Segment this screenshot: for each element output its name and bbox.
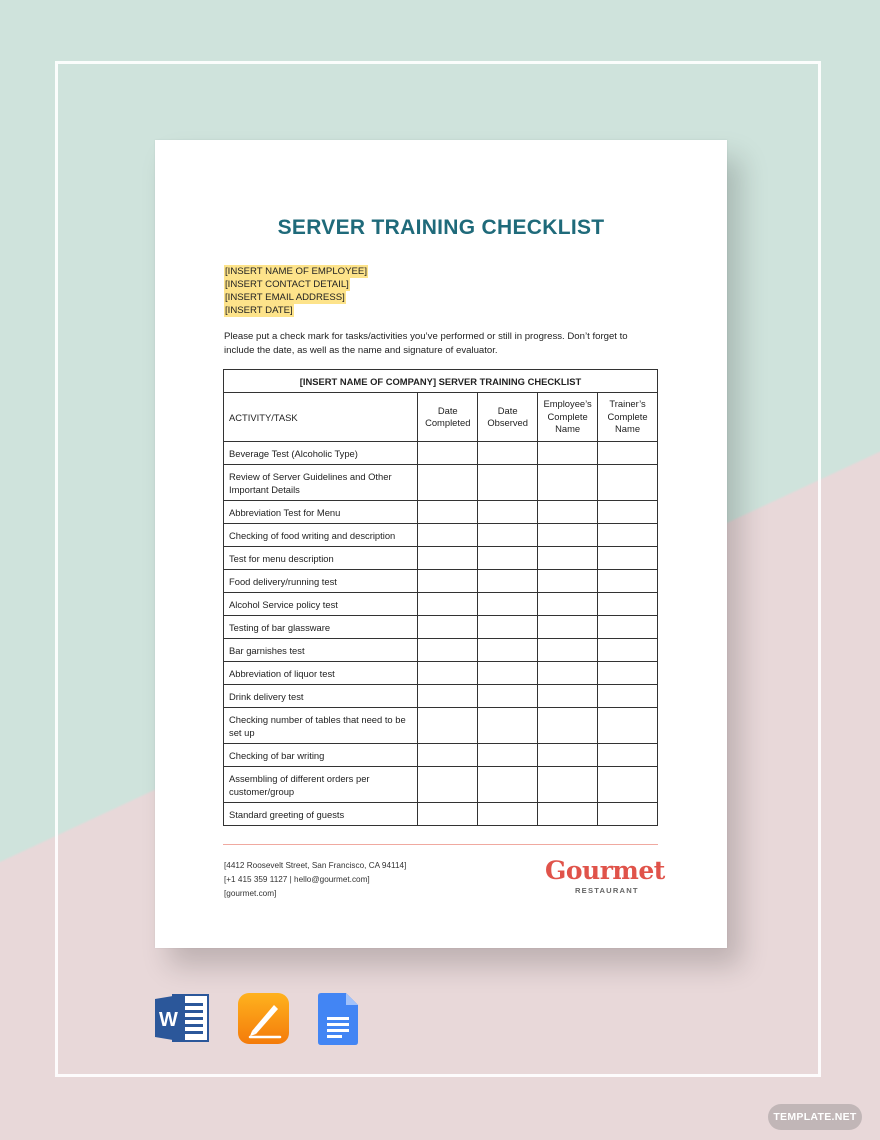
template-net-watermark[interactable]: TEMPLATE.NET bbox=[768, 1104, 862, 1130]
table-row bbox=[224, 616, 658, 639]
footer-website: [gourmet.com] bbox=[224, 889, 277, 898]
table-row bbox=[224, 547, 658, 570]
table-row bbox=[224, 744, 658, 767]
employee-name-cell[interactable] bbox=[538, 593, 598, 616]
trainer-name-cell[interactable] bbox=[598, 708, 658, 744]
employee-name-cell[interactable] bbox=[538, 685, 598, 708]
document-page bbox=[155, 140, 727, 948]
date-observed-cell[interactable] bbox=[478, 465, 538, 501]
trainer-name-cell[interactable] bbox=[598, 685, 658, 708]
employee-name-cell[interactable] bbox=[538, 639, 598, 662]
trainer-name-header: Trainer’s Complete Name bbox=[598, 393, 658, 442]
task-label: Standard greeting of guests bbox=[224, 803, 418, 826]
date-observed-cell[interactable] bbox=[478, 708, 538, 744]
task-label: Checking number of tables that need to be set up bbox=[224, 708, 418, 744]
date-observed-cell[interactable] bbox=[478, 639, 538, 662]
task-label: Review of Server Guidelines and Other Important Details bbox=[224, 465, 418, 501]
trainer-name-cell[interactable] bbox=[598, 616, 658, 639]
date-observed-cell[interactable] bbox=[478, 501, 538, 524]
date-completed-cell[interactable] bbox=[418, 465, 478, 501]
trainer-name-cell[interactable] bbox=[598, 442, 658, 465]
contact-detail-placeholder: [INSERT CONTACT DETAIL] bbox=[225, 279, 349, 290]
date-completed-cell[interactable] bbox=[418, 662, 478, 685]
employee-name-cell[interactable] bbox=[538, 524, 598, 547]
trainer-name-cell[interactable] bbox=[598, 524, 658, 547]
logo-tagline: RESTAURANT bbox=[575, 886, 639, 895]
logo-name: Gourmet bbox=[545, 856, 665, 885]
employee-name-cell[interactable] bbox=[538, 501, 598, 524]
footer-divider bbox=[223, 844, 658, 845]
table-row bbox=[224, 639, 658, 662]
employee-name-cell[interactable] bbox=[538, 465, 598, 501]
employee-name-cell[interactable] bbox=[538, 616, 598, 639]
task-label: Alcohol Service policy test bbox=[224, 593, 418, 616]
date-observed-cell[interactable] bbox=[478, 803, 538, 826]
date-completed-cell[interactable] bbox=[418, 570, 478, 593]
task-label: Bar garnishes test bbox=[224, 639, 418, 662]
date-completed-cell[interactable] bbox=[418, 639, 478, 662]
date-completed-header: Date Completed bbox=[418, 393, 478, 442]
task-label: Checking of bar writing bbox=[224, 744, 418, 767]
date-observed-cell[interactable] bbox=[478, 616, 538, 639]
task-label: Assembling of different orders per customer/group bbox=[224, 767, 418, 803]
google-docs-icon[interactable] bbox=[318, 993, 358, 1050]
task-label: Test for menu description bbox=[224, 547, 418, 570]
email-address-placeholder: [INSERT EMAIL ADDRESS] bbox=[225, 292, 345, 303]
trainer-name-cell[interactable] bbox=[598, 662, 658, 685]
employee-name-cell[interactable] bbox=[538, 662, 598, 685]
trainer-name-cell[interactable] bbox=[598, 547, 658, 570]
date-observed-cell[interactable] bbox=[478, 685, 538, 708]
date-completed-cell[interactable] bbox=[418, 616, 478, 639]
instructions-text bbox=[224, 330, 644, 358]
date-observed-cell[interactable] bbox=[478, 744, 538, 767]
date-completed-cell[interactable] bbox=[418, 803, 478, 826]
task-label: Abbreviation of liquor test bbox=[224, 662, 418, 685]
date-observed-cell[interactable] bbox=[478, 767, 538, 803]
trainer-name-cell[interactable] bbox=[598, 465, 658, 501]
date-completed-cell[interactable] bbox=[418, 767, 478, 803]
employee-name-cell[interactable] bbox=[538, 803, 598, 826]
table-row bbox=[224, 685, 658, 708]
date-observed-cell[interactable] bbox=[478, 442, 538, 465]
task-label: Drink delivery test bbox=[224, 685, 418, 708]
task-label: Abbreviation Test for Menu bbox=[224, 501, 418, 524]
date-completed-cell[interactable] bbox=[418, 547, 478, 570]
word-icon-letter: W bbox=[159, 1009, 178, 1031]
document-title: SERVER TRAINING CHECKLIST bbox=[277, 216, 605, 239]
instructions-line-2: include the date, as well as the name and signature of evaluator. bbox=[224, 345, 498, 356]
date-observed-cell[interactable] bbox=[478, 524, 538, 547]
task-label: Checking of food writing and description bbox=[224, 524, 418, 547]
date-placeholder: [INSERT DATE] bbox=[225, 305, 293, 316]
trainer-name-cell[interactable] bbox=[598, 744, 658, 767]
table-row bbox=[224, 803, 658, 826]
employee-name-cell[interactable] bbox=[538, 744, 598, 767]
footer-address-block bbox=[224, 859, 406, 901]
footer-contact: [+1 415 359 1127 | hello@gourmet.com] bbox=[224, 875, 370, 884]
date-completed-cell[interactable] bbox=[418, 685, 478, 708]
employee-name-cell[interactable] bbox=[538, 442, 598, 465]
trainer-name-cell[interactable] bbox=[598, 803, 658, 826]
employee-name-cell[interactable] bbox=[538, 570, 598, 593]
table-caption: [INSERT NAME OF COMPANY] SERVER TRAINING CHECKLIST bbox=[224, 370, 658, 393]
date-observed-cell[interactable] bbox=[478, 570, 538, 593]
employee-name-cell[interactable] bbox=[538, 708, 598, 744]
task-label: Beverage Test (Alcoholic Type) bbox=[224, 442, 418, 465]
pages-icon[interactable] bbox=[238, 993, 289, 1049]
table-row bbox=[224, 442, 658, 465]
date-observed-header: Date Observed bbox=[478, 393, 538, 442]
date-observed-cell[interactable] bbox=[478, 662, 538, 685]
word-icon[interactable] bbox=[155, 993, 210, 1048]
footer-address: [4412 Roosevelt Street, San Francisco, CA 94114] bbox=[224, 861, 407, 870]
date-observed-cell[interactable] bbox=[478, 547, 538, 570]
employee-name-cell[interactable] bbox=[538, 547, 598, 570]
table-row bbox=[224, 593, 658, 616]
date-completed-cell[interactable] bbox=[418, 744, 478, 767]
task-label: Testing of bar glassware bbox=[224, 616, 418, 639]
date-completed-cell[interactable] bbox=[418, 442, 478, 465]
table-row bbox=[224, 708, 658, 744]
date-completed-cell[interactable] bbox=[418, 501, 478, 524]
task-label: Food delivery/running test bbox=[224, 570, 418, 593]
instructions-line-1: Please put a check mark for tasks/activities you’ve performed or still in progress. Don’t forget to bbox=[224, 331, 628, 342]
table-row bbox=[224, 662, 658, 685]
table-row bbox=[224, 570, 658, 593]
activity-header: ACTIVITY/TASK bbox=[224, 393, 418, 442]
date-observed-cell[interactable] bbox=[478, 593, 538, 616]
trainer-name-cell[interactable] bbox=[598, 639, 658, 662]
table-row bbox=[224, 501, 658, 524]
gourmet-logo bbox=[545, 856, 665, 895]
checklist-table bbox=[223, 369, 658, 826]
employee-name-cell[interactable] bbox=[538, 767, 598, 803]
trainer-name-cell[interactable] bbox=[598, 593, 658, 616]
table-row bbox=[224, 524, 658, 547]
employee-name-header: Employee’s Complete Name bbox=[538, 393, 598, 442]
date-completed-cell[interactable] bbox=[418, 708, 478, 744]
table-row bbox=[224, 465, 658, 501]
trainer-name-cell[interactable] bbox=[598, 501, 658, 524]
table-row bbox=[224, 767, 658, 803]
date-completed-cell[interactable] bbox=[418, 593, 478, 616]
placeholder-block bbox=[224, 265, 368, 317]
trainer-name-cell[interactable] bbox=[598, 767, 658, 803]
employee-name-placeholder: [INSERT NAME OF EMPLOYEE] bbox=[225, 266, 367, 277]
date-completed-cell[interactable] bbox=[418, 524, 478, 547]
trainer-name-cell[interactable] bbox=[598, 570, 658, 593]
